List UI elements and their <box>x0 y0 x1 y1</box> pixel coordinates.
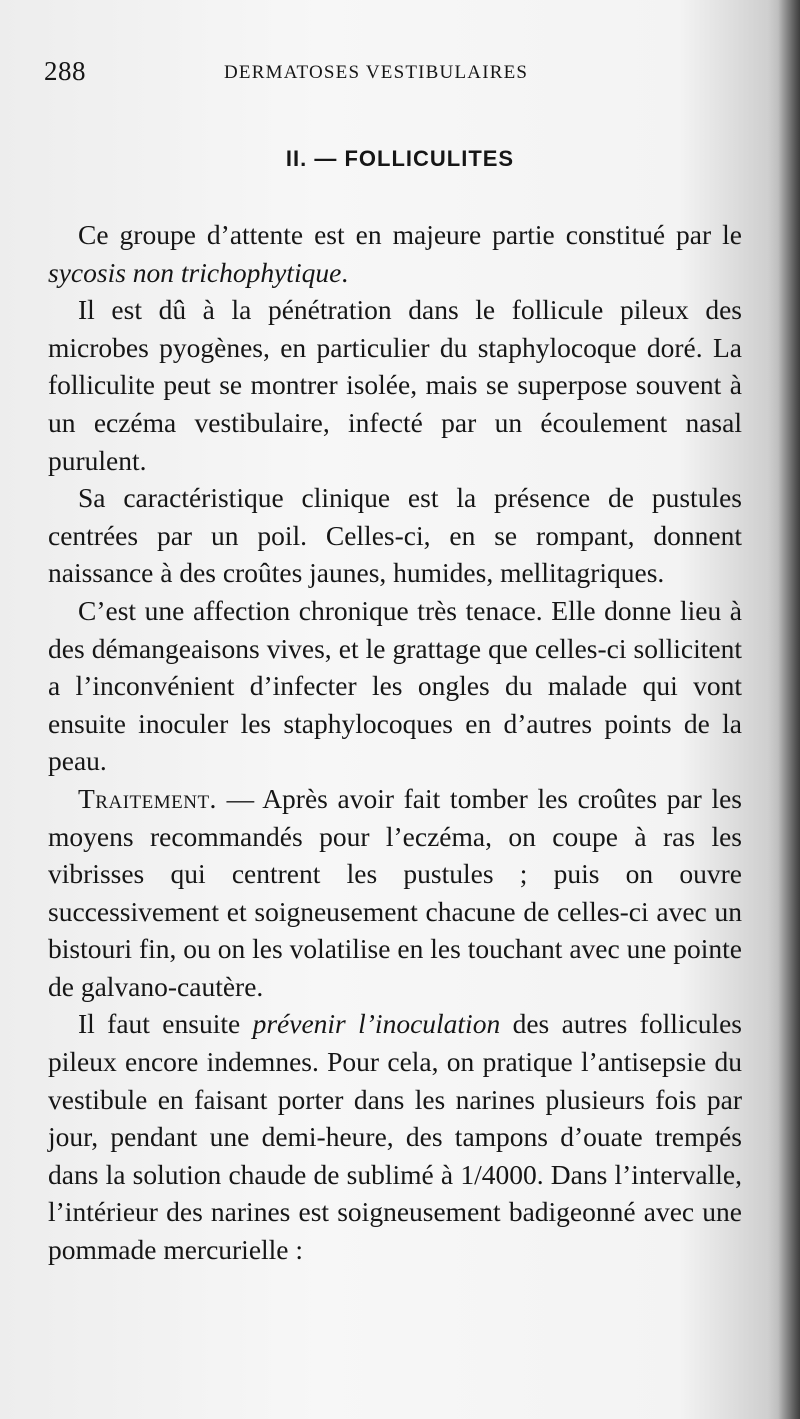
page-header <box>44 56 744 92</box>
treatment-label: Traitement. <box>78 782 217 814</box>
paragraph-5-text: — Après avoir fait tomber les croûtes par les moyens recommandés pour l’eczéma, on coupe à ras les vibrisses qui centrent les pustules ; puis on ouvre successivement et soigneusement chacune de celles-ci avec un bistouri fin, ou on les volatilise en les touchant avec une pointe de galvano-cautère. <box>48 782 742 1002</box>
paragraph-4: C’est une affection chronique très tenace. Elle donne lieu à des démangeaisons vives, et le grattage que celles-ci sollicitent a l’inconvénient d’infecter les ongles du malade qui vont ensuite inoculer les staphylocoques en d’autres points de la peau. <box>48 594 742 777</box>
section-title: II. — FOLLICULITES <box>285 146 515 171</box>
page-number: 288 <box>44 56 86 86</box>
paragraph-6 <box>48 1005 742 1268</box>
body-text <box>48 216 742 1269</box>
paragraph-6-text: Il faut ensuite <box>78 1008 253 1040</box>
running-head: DERMATOSES VESTIBULAIRES <box>224 62 529 83</box>
italic-term-inoculation: prévenir l’inoculation <box>252 1008 501 1040</box>
paragraph-1-end: . <box>341 256 349 288</box>
italic-term-sycosis: sycosis non trichophytique <box>48 256 342 288</box>
paragraph-5 <box>48 780 742 1006</box>
page-edge-shadow <box>778 0 800 1419</box>
paragraph-3: Sa caractéristique clinique est la présence de pustules centrées par un poil. Celles-ci, en se rompant, donnent naissance à des croûtes jaunes, humides, mellitagriques. <box>48 482 742 589</box>
paragraph-1-text: Ce groupe d’attente est en majeure partie constitué par le <box>78 219 742 250</box>
paragraph-6-end: des autres follicules pileux encore indemnes. Pour cela, on pratique l’antisepsie du vestibule en faisant porter dans les narines plusieurs fois par jour, pendant une demi-heure, des tampons d’ouate trempés dans la solution chaude de sublimé à 1/4000. Dans l’intervalle, l’intérieur des narines est soigneusement badigeonné avec une pommade mercurielle : <box>48 1008 742 1266</box>
paragraph-1 <box>48 216 742 291</box>
paragraph-2: Il est dû à la pénétration dans le follicule pileux des microbes pyogènes, en particulier du staphylocoque doré. La folliculite peut se montrer isolée, mais se superpose souvent à un eczéma vestibulaire, infecté par un écoulement nasal purulent. <box>48 294 742 476</box>
